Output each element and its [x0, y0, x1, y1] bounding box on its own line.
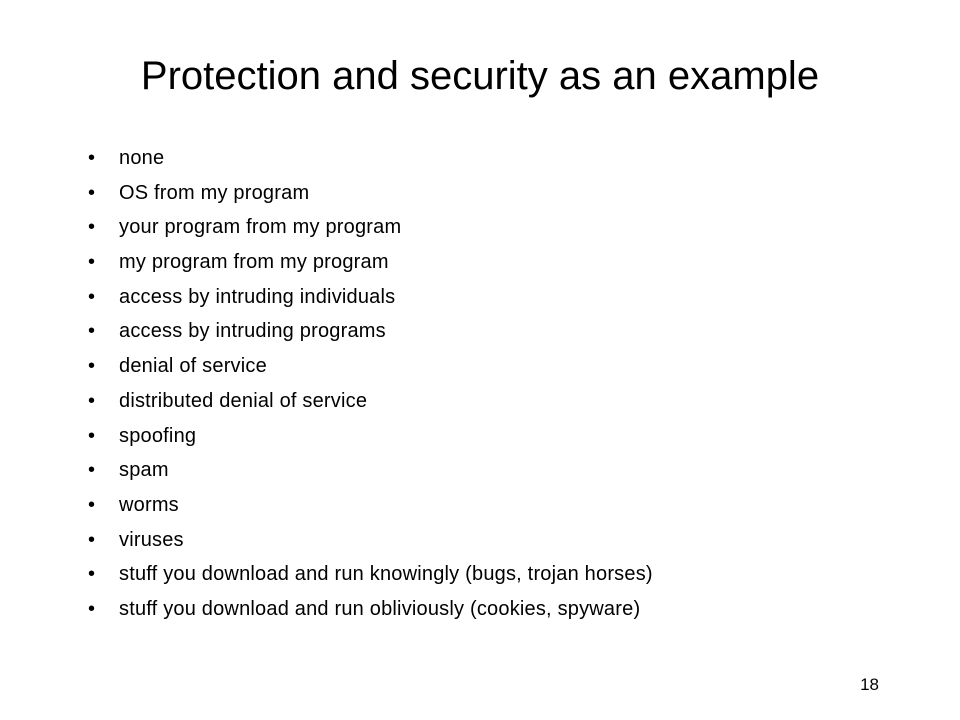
bullet-icon: • [88, 459, 96, 482]
bullet-icon: • [88, 181, 96, 204]
bullet-item [88, 314, 653, 349]
bullet-text: access by intruding programs [119, 320, 386, 343]
bullet-icon: • [88, 147, 96, 169]
bullet-item [88, 176, 653, 211]
bullet-text: worms [119, 493, 179, 516]
bullet-item [88, 557, 653, 592]
bullet-icon: • [88, 251, 96, 274]
bullet-text: none [119, 147, 165, 169]
bullet-icon: • [88, 285, 96, 308]
bullet-item [88, 523, 653, 558]
bullet-text: my program from my program [119, 251, 389, 274]
bullet-text: spam [119, 459, 169, 482]
bullet-item [88, 453, 653, 488]
page-number: 18 [860, 675, 879, 694]
bullet-icon: • [88, 424, 96, 447]
bullet-icon: • [88, 320, 96, 343]
bullet-text: viruses [119, 528, 184, 551]
bullet-list [88, 141, 653, 627]
bullet-icon: • [88, 355, 96, 378]
bullet-item [88, 245, 653, 280]
bullet-icon: • [88, 493, 96, 516]
bullet-item [88, 419, 653, 454]
bullet-icon: • [88, 389, 96, 412]
bullet-item [88, 280, 653, 315]
bullet-item [88, 349, 653, 384]
bullet-item [88, 592, 653, 627]
bullet-text: stuff you download and run knowingly (bugs, trojan horses) [119, 563, 653, 586]
bullet-text: access by intruding individuals [119, 285, 396, 308]
bullet-icon: • [88, 563, 96, 586]
bullet-item [88, 488, 653, 523]
bullet-text: spoofing [119, 424, 197, 447]
bullet-icon: • [88, 528, 96, 551]
bullet-icon: • [88, 597, 96, 620]
bullet-item [88, 210, 653, 245]
bullet-item [88, 141, 653, 176]
bullet-text: stuff you download and run obliviously (cookies, spyware) [119, 597, 641, 620]
bullet-text: denial of service [119, 355, 267, 378]
bullet-item [88, 384, 653, 419]
bullet-icon: • [88, 216, 96, 239]
bullet-text: your program from my program [119, 216, 402, 239]
slide-title: Protection and security as an example [140, 54, 820, 98]
bullet-text: OS from my program [119, 181, 310, 204]
bullet-text: distributed denial of service [119, 389, 368, 412]
